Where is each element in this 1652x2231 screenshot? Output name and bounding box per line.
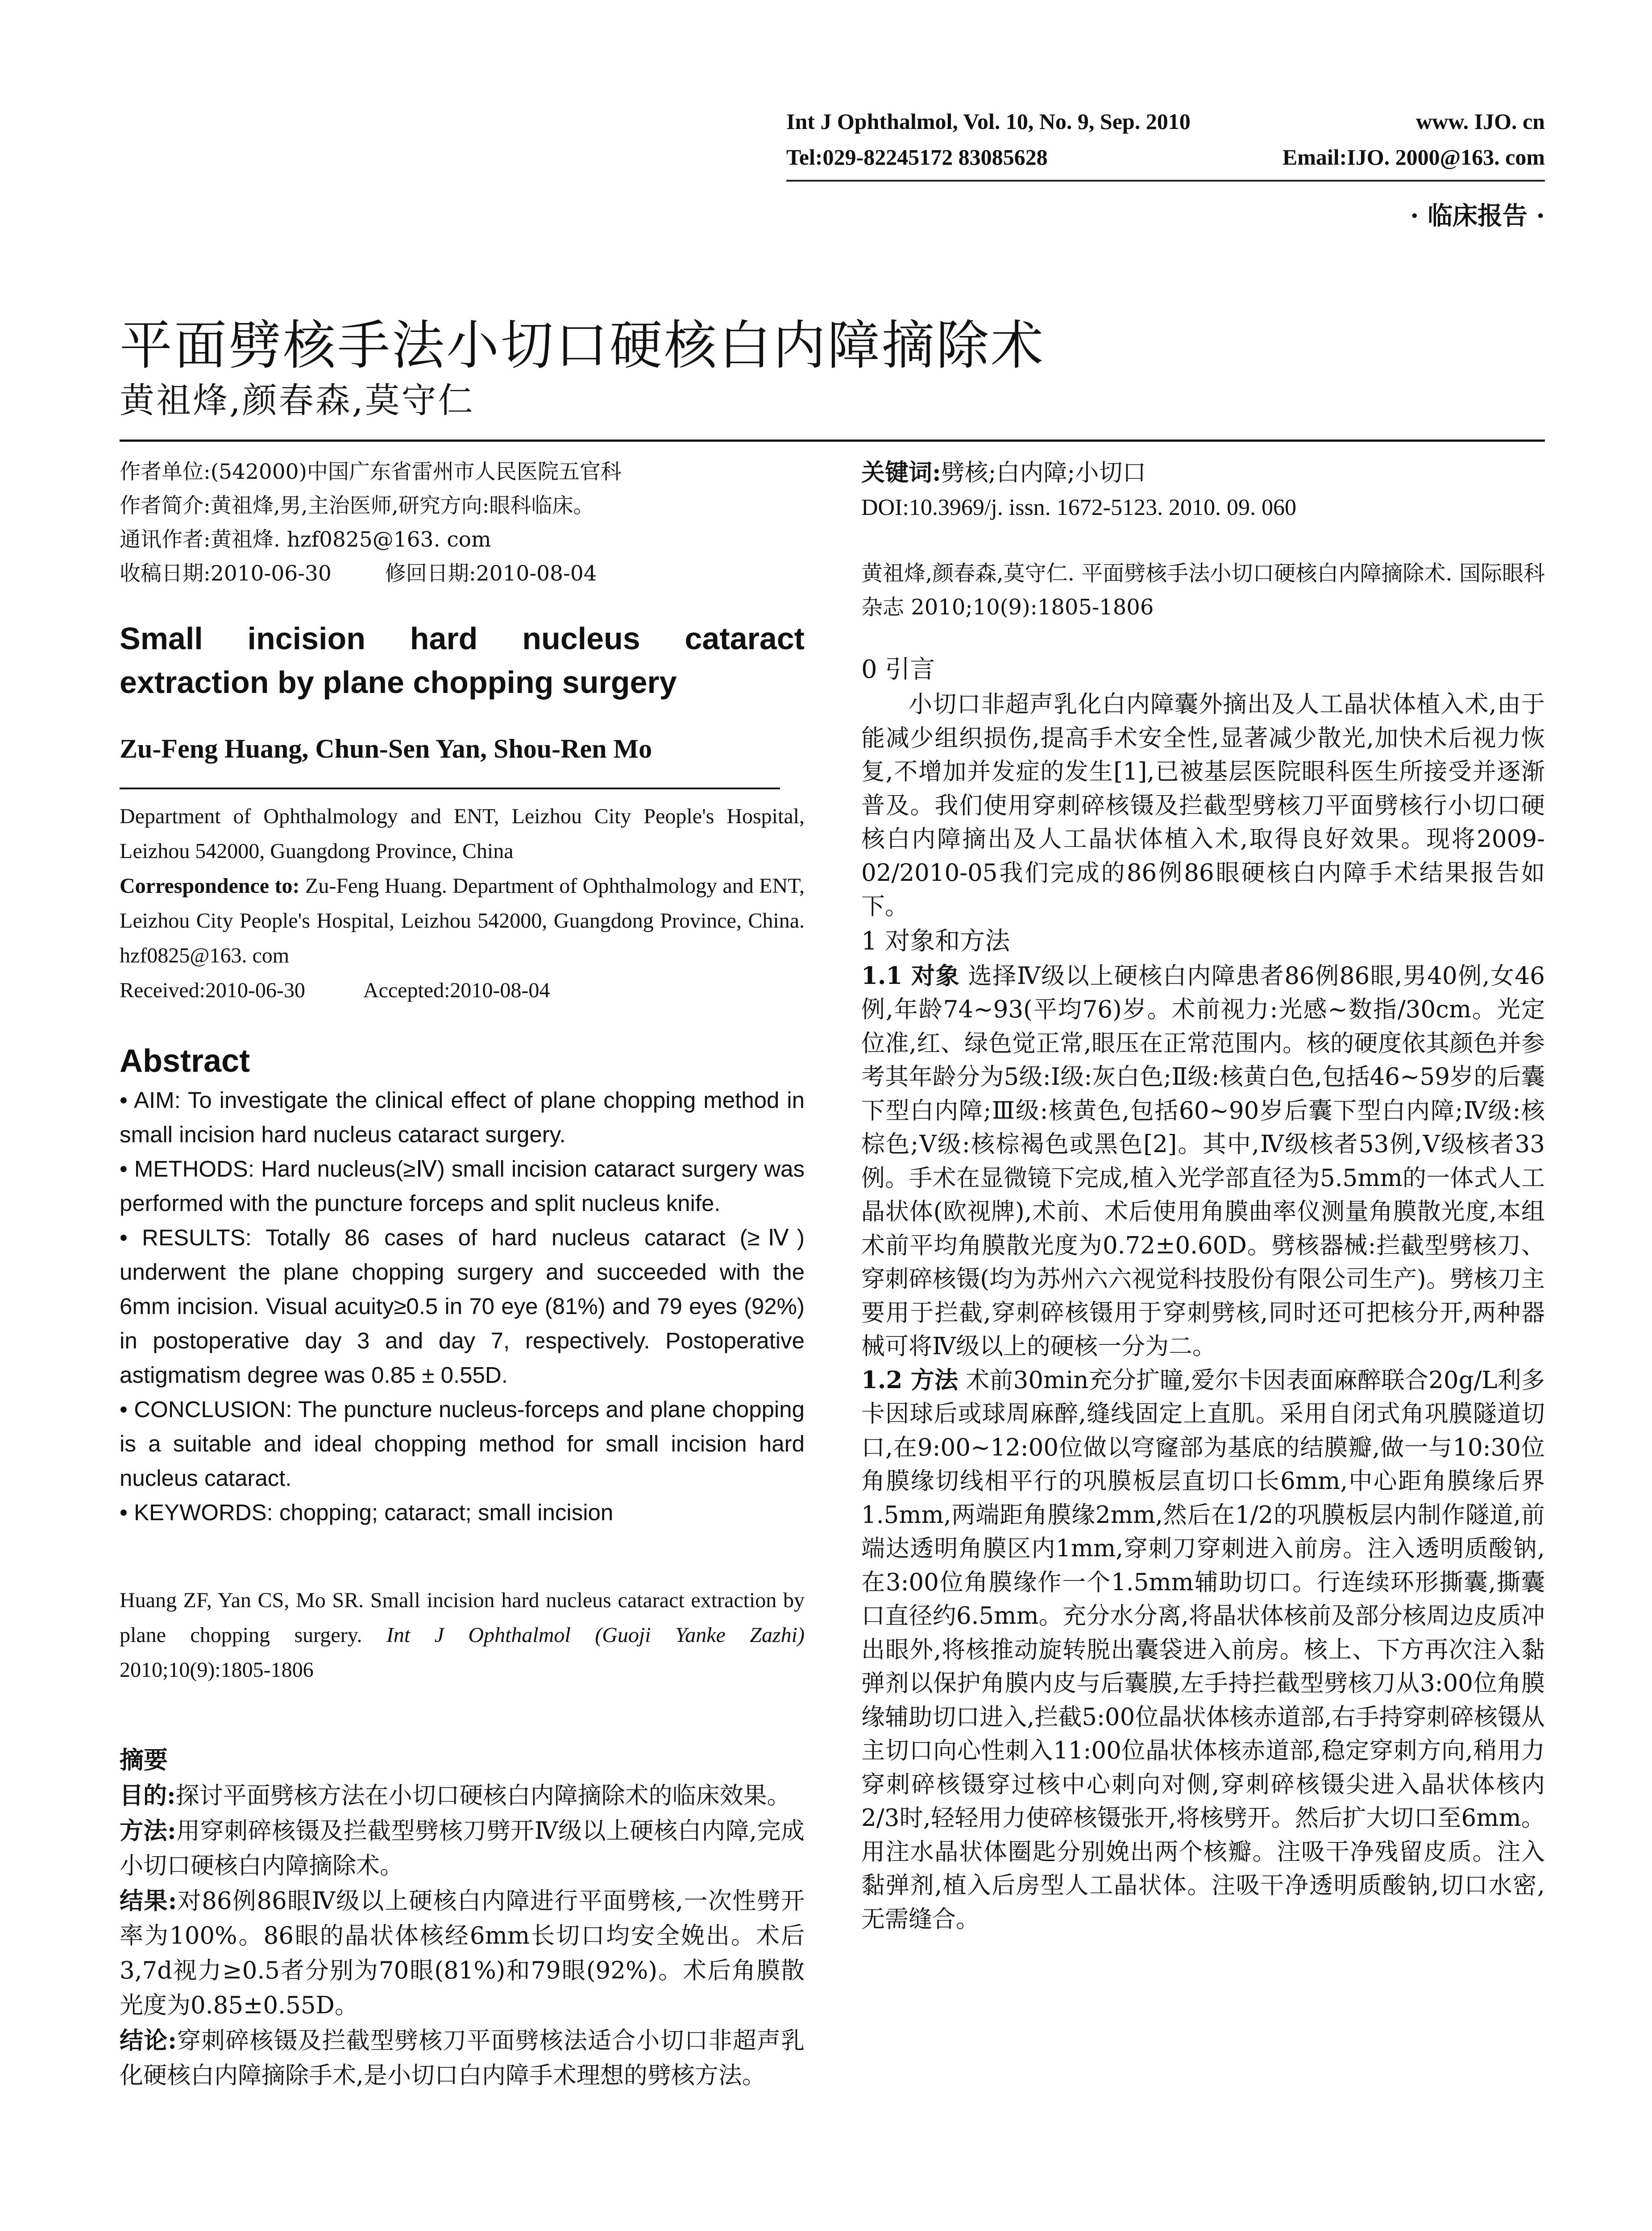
- keywords-zh-text: 劈核;白内障;小切口: [941, 459, 1146, 486]
- keywords-zh: [861, 455, 1545, 490]
- affiliation-divider: [120, 788, 780, 789]
- authors-zh: 黄祖烽,颜春森,莫守仁: [120, 381, 475, 421]
- journal-citation: Int J Ophthalmol, Vol. 10, No. 9, Sep. 2010: [786, 109, 1191, 134]
- received-date-zh: 收稿日期:2010-06-30: [120, 561, 332, 586]
- author-intro-zh: 作者简介:黄祖烽,男,主治医师,研究方向:眼科临床。: [120, 493, 594, 518]
- methods-body: [861, 959, 1545, 1937]
- introduction-paragraph: 小切口非超声乳化白内障囊外摘出及人工晶状体植入术,由于能减少组织损伤,提高手术安全性,显著减少散光,加快术后视力恢复,不增加并发症的发生[1],已被基层医院眼科医生所接受并逐渐普及。我们使用穿刺碎核镊及拦截型劈核刀平面劈核行小切口硬核白内障摘出及人工晶状体植入术,取得良好效果。现将2009-02/2010-05我们完成的86例86眼硬核白内障手术结果报告如下。: [861, 691, 1545, 920]
- article-title-zh: 平面劈核手法小切口硬核白内障摘除术: [120, 315, 1046, 377]
- abstract-results: • RESULTS: Totally 86 cases of hard nucleus cataract (≥Ⅳ) underwent the plane chopping surgery and succeeded with the 6mm incision. Visual acuity≥0.5 in 70 eye (81%) and 79 eyes (92%) in postoperative day 3 and day 7, respectively. Postoperative astigmatism degree was 0.85 ± 0.55D.: [120, 1225, 805, 1388]
- abstract-zh-results: [120, 1883, 805, 2023]
- authors-en: Zu-Feng Huang, Chun-Sen Yan, Shou-Ren Mo: [120, 734, 652, 763]
- correspondence-text: Zu-Feng Huang. Department of Ophthalmology and ENT, Leizhou City People's Hospital, Leizhou 542000, Guangdong Province, China. hzf0825@163. com: [120, 874, 805, 967]
- abstract-zh-conclusion: [120, 2023, 805, 2093]
- abstract-zh-conclusion-text: 穿刺碎核镊及拦截型劈核刀平面劈核法适合小切口非超声乳化硬核白内障摘除手术,是小切口白内障手术理想的劈核方法。: [120, 2027, 805, 2089]
- revised-date-zh: 修回日期:2010-08-04: [385, 561, 597, 586]
- abstract-conclusion: • CONCLUSION: The puncture nucleus-forceps and plane chopping is a suitable and ideal chopping method for small incision hard nucleus cataract.: [120, 1397, 805, 1491]
- correspondence-zh: 通讯作者:黄祖烽. hzf0825@163. com: [120, 527, 491, 552]
- citation-en: [120, 1583, 805, 1688]
- affiliation-zh: 作者单位:(542000)中国广东省雷州市人民医院五官科: [120, 460, 622, 484]
- body-text: [861, 688, 1545, 924]
- heading-introduction: 0 引言: [861, 655, 935, 684]
- header-divider: [786, 180, 1545, 182]
- abstract-zh-aim-text: 探讨平面劈核方法在小切口硬核白内障摘除术的临床效果。: [175, 1782, 791, 1809]
- author-meta: [120, 455, 805, 591]
- abstract-zh-aim: [120, 1778, 805, 1813]
- objects-label: 1.1 对象: [861, 962, 960, 990]
- title-divider: [120, 440, 1545, 442]
- objects-text: 选择Ⅳ级以上硬核白内障患者86例86眼,男40例,女46例,年龄74~93(平均76)岁。术前视力:光感~数指/30cm。光定位准,红、绿色觉正常,眼压在正常范围内。核的硬度依其颜色并参考其年龄分为5级:Ⅰ级:灰白色;Ⅱ级:核黄白色,包括46~59岁的后囊下型白内障;Ⅲ级:核黄色,包括60~90岁后囊下型白内障;Ⅳ级:核棕色;Ⅴ级:核棕褐色或黑色[2]。其中,Ⅳ级核者53例,Ⅴ级核者33例。手术在显微镜下完成,植入光学部直径为5.5mm的一体式人工晶状体(欧视牌),术前、术后使用角膜曲率仪测量角膜散光度,本组术前平均角膜散光度为0.72±0.60D。劈核器械:拦截型劈核刀、穿刺碎核镊(均为苏州六六视觉科技股份有限公司生产)。劈核刀主要用于拦截,穿刺碎核镊用于穿刺劈核,同时还可把核分开,两种器械可将Ⅳ级以上的硬核一分为二。: [861, 962, 1545, 1360]
- received-date-en: Received:2010-06-30: [120, 979, 305, 1002]
- method-paragraph: [861, 1364, 1545, 1937]
- left-column: [120, 455, 805, 2093]
- abstract-zh-methods: [120, 1813, 805, 1883]
- keywords-zh-label: 关键词:: [861, 459, 941, 486]
- heading-methods: 1 对象和方法: [861, 926, 1010, 956]
- abstract-aim: • AIM: To investigate the clinical effect of plane chopping method in small incision hard nucleus cataract surgery.: [120, 1087, 805, 1147]
- abstract-zh-aim-label: 目的:: [120, 1782, 176, 1809]
- journal-email[interactable]: Email:IJO. 2000@163. com: [1282, 145, 1545, 170]
- running-header: [786, 104, 1545, 175]
- citation-zh-text: 黄祖烽,颜春森,莫守仁. 平面劈核手法小切口硬核白内障摘除术. 国际眼科杂志 2010;10(9):1805-1806: [861, 561, 1545, 620]
- abstract-zh-results-label: 结果:: [120, 1887, 177, 1915]
- abstract-heading: Abstract: [120, 1043, 250, 1079]
- citation-zh: [861, 556, 1545, 624]
- abstract-zh-methods-text: 用穿刺碎核镊及拦截型劈核刀劈开Ⅳ级以上硬核白内障,完成小切口硬核白内障摘除术。: [120, 1817, 805, 1879]
- abstract-zh-methods-label: 方法:: [120, 1817, 176, 1845]
- abstract-methods: • METHODS: Hard nucleus(≥Ⅳ) small incision cataract surgery was performed with the puncture forceps and split nucleus knife.: [120, 1156, 805, 1216]
- accepted-date-en: Accepted:2010-08-04: [363, 979, 550, 1002]
- citation-en-journal: Int J Ophthalmol (Guoji Yanke Zazhi): [386, 1623, 805, 1647]
- citation-en-volume: 2010;10(9):1805-1806: [120, 1658, 314, 1682]
- method-text: 术前30min充分扩瞳,爱尔卡因表面麻醉联合20g/L利多卡因球后或球周麻醉,缝线固定上直肌。采用自闭式角巩膜隧道切口,在9:00~12:00位做以穹窿部为基底的结膜瓣,做一与10:30位角膜缘切线相平行的巩膜板层直切口长6mm,中心距角膜缘后界1.5mm,两端距角膜缘2mm,然后在1/2的巩膜板层内制作隧道,前端达透明角膜区内1mm,穿刺刀穿刺进入前房。注入透明质酸钠,在3:00位角膜缘作一个1.5mm辅助切口。行连续环形撕囊,撕囊口直径约6.5mm。充分水分离,将晶状体核前及部分核周边皮质冲出眼外,将核推动旋转脱出囊袋进入前房。核上、下方再次注入黏弹剂以保护角膜内皮与后囊膜,左手持拦截型劈核刀从3:00位角膜缘辅助切口进入,拦截5:00位晶状体核赤道部,右手持穿刺碎核镊从主切口向心性刺入11:00位晶状体核赤道部,稳定穿刺方向,稍用力穿刺碎核镊穿过核中心刺向对侧,穿刺碎核镊尖进入晶状体核内2/3时,轻轻用力使碎核镊张开,将核劈开。然后扩大切口至6mm。用注水晶状体圈匙分别娩出两个核瓣。注吸干净残留皮质。注入黏弹剂,植入后房型人工晶状体。注吸干净透明质酸钠,切口水密,无需缝合。: [861, 1366, 1545, 1933]
- abstract-keywords: • KEYWORDS: chopping; cataract; small incision: [120, 1500, 614, 1525]
- journal-telephone: Tel:029-82245172 83085628: [786, 145, 1048, 170]
- affiliation-en: [120, 799, 805, 1008]
- abstract-zh: [120, 1778, 805, 2093]
- department-en: Department of Ophthalmology and ENT, Leizhou City People's Hospital, Leizhou 542000, Guangdong Province, China: [120, 804, 805, 863]
- article-title-en: Small incision hard nucleus cataract extraction by plane chopping surgery: [120, 621, 805, 700]
- abstract-zh-results-text: 对86例86眼Ⅳ级以上硬核白内障进行平面劈核,一次性劈开率为100%。86眼的晶状体核经6mm长切口均安全娩出。术后3,7d视力≥0.5者分别为70眼(81%)和79眼(92%)。术后角膜散光度为0.85±0.55D。: [120, 1887, 805, 2019]
- abstract-en: [120, 1083, 805, 1530]
- journal-website[interactable]: www. IJO. cn: [1416, 109, 1545, 134]
- method-label: 1.2 方法: [861, 1366, 959, 1394]
- objects-paragraph: [861, 959, 1545, 1364]
- abstract-zh-heading: 摘要: [120, 1746, 168, 1774]
- citation-en-authors-title: Huang ZF, Yan CS, Mo SR. Small incision hard nucleus cataract extraction by plane chopping surgery.: [120, 1588, 805, 1647]
- abstract-zh-conclusion-label: 结论:: [120, 2027, 177, 2054]
- section-tag: · 临床报告 ·: [1410, 201, 1545, 231]
- right-column: [861, 455, 1545, 1936]
- doi[interactable]: DOI:10.3969/j. issn. 1672-5123. 2010. 09. 060: [861, 495, 1296, 520]
- correspondence-label: Correspondence to:: [120, 874, 300, 898]
- correspondence-en: [120, 869, 805, 973]
